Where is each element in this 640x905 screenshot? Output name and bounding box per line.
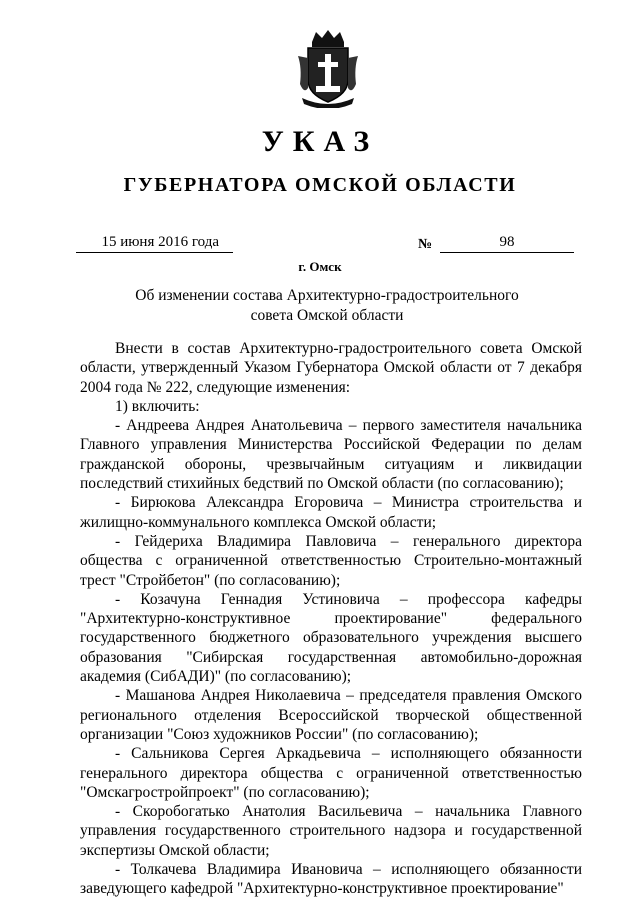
document-issuer: ГУБЕРНАТОРА ОМСКОЙ ОБЛАСТИ bbox=[123, 174, 517, 196]
body-paragraph: - Бирюкова Александра Егоровича – Министра строительства и жилищно-коммунального комплекса Омской области; bbox=[80, 494, 582, 531]
body-paragraph: 1) включить: bbox=[115, 397, 200, 415]
document-number: 98 bbox=[440, 232, 574, 253]
body-paragraph: - Андреева Андрея Анатольевича – первого заместителя начальника Главного управления Министерства Российской Федерации по делам гражданской обороны, чрезвычайным ситуациям и ликвидации последствий стихийных бедствий по Омской области (по согласованию); bbox=[80, 417, 582, 493]
body-paragraph: - Толкачева Владимира Ивановича – исполняющего обязанности заведующего кафедрой "Архитектурно-конструктивное проектирование" bbox=[80, 861, 582, 898]
document-city: г. Омск bbox=[298, 259, 342, 274]
number-label: № bbox=[418, 237, 433, 252]
document-title: УКАЗ bbox=[261, 125, 379, 158]
body-paragraph: - Скоробогатько Анатолия Васильевича – начальника Главного управления государственного строительного надзора и государственной экспертизы Омской области; bbox=[80, 803, 582, 859]
document-body bbox=[80, 339, 582, 899]
subject-line: совета Омской области bbox=[250, 307, 404, 324]
body-paragraph: - Машанова Андрея Николаевича – председателя правления Омского регионального отделения Всероссийской творческой общественной организации "Союз художников России" (по согласованию); bbox=[80, 687, 582, 743]
body-paragraph: - Гейдериха Владимира Павловича – генерального директора общества с ограниченной ответственностью Строительно-монтажный трест "Стройбетон" (по согласованию); bbox=[80, 532, 582, 589]
document-subject bbox=[80, 286, 574, 326]
subject-line: Об изменении состава Архитектурно-градостроительного bbox=[135, 287, 519, 304]
omsk-region-coat-of-arms-icon bbox=[294, 28, 362, 108]
document-date: 15 июня 2016 года bbox=[76, 232, 233, 253]
body-paragraph: - Сальникова Сергея Аркадьевича – исполняющего обязанности генерального директора общества с ограниченной ответственностью "Омскагростройпроект" (по согласованию); bbox=[80, 745, 582, 801]
body-paragraph: Внести в состав Архитектурно-градостроительного совета Омской области, утвержденный Указом Губернатора Омской области от 7 декабря 2004 года № 222, следующие изменения: bbox=[80, 340, 582, 396]
body-paragraph: - Козачуна Геннадия Устиновича – профессора кафедры "Архитектурно-конструктивное проектирование" федерального государственного бюджетного образовательного учреждения высшего образования "Сибирская государственная автомобильно-дорожная академия (СибАДИ)" (по согласованию); bbox=[80, 590, 582, 686]
